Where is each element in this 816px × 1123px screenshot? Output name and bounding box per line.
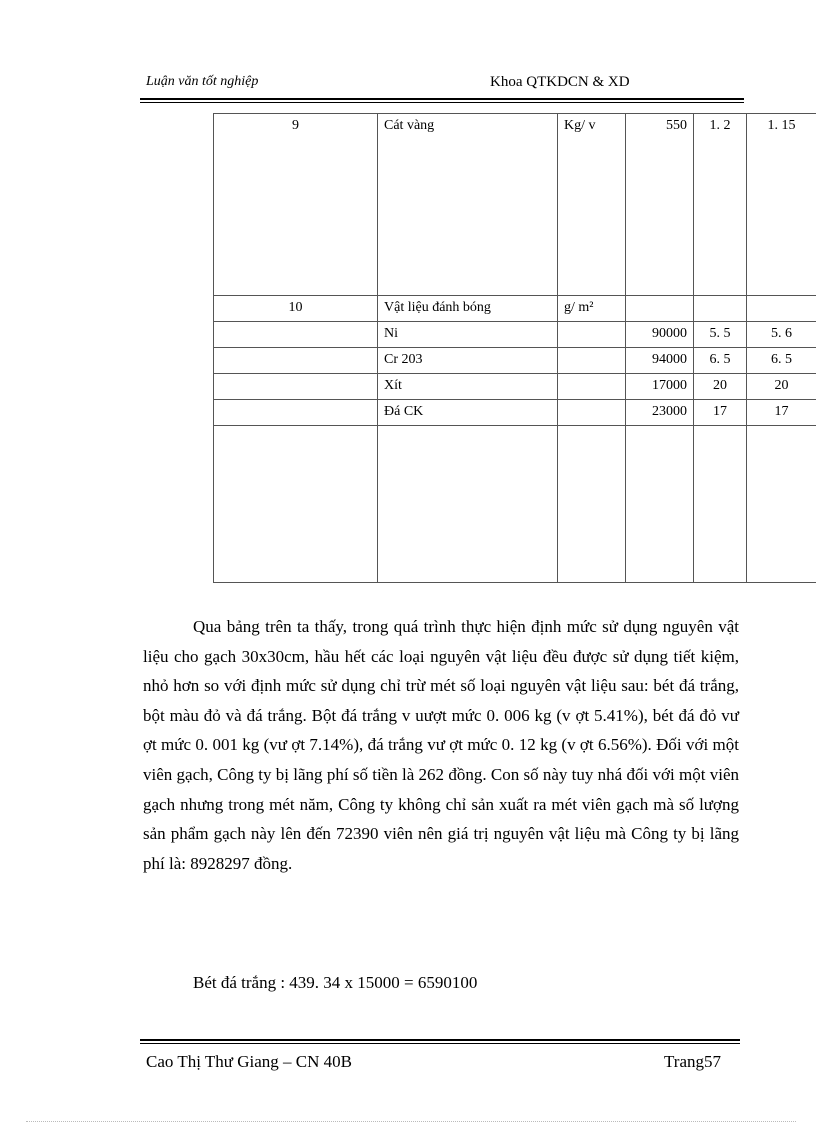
table-cell-unit — [558, 400, 626, 426]
table-cell-norm: 20 — [694, 374, 747, 400]
table-cell-material: Vật liệu đánh bóng — [378, 296, 558, 322]
header-rule — [140, 98, 744, 100]
page-edge-dotted-line — [26, 1121, 796, 1122]
table-cell-actual: 5. 6 — [747, 322, 816, 348]
table-cell-material: Xít — [378, 374, 558, 400]
table-cell-index — [214, 426, 378, 583]
table-row — [214, 400, 816, 426]
calculation-line: Bét đá trắng : 439. 34 x 15000 = 6590100 — [193, 973, 478, 992]
table-cell-norm — [694, 426, 747, 583]
material-norms-table — [213, 113, 816, 583]
table-cell-actual: 20 — [747, 374, 816, 400]
table-cell-unit: Kg/ v — [558, 114, 626, 296]
footer-page-number: Trang57 — [664, 1052, 721, 1071]
table-cell-index: 10 — [214, 296, 378, 322]
table-cell-price: 17000 — [626, 374, 694, 400]
table-cell-price: 23000 — [626, 400, 694, 426]
table-cell-actual: 1. 15 — [747, 114, 816, 296]
table-cell-unit — [558, 348, 626, 374]
table-cell-actual: 6. 5 — [747, 348, 816, 374]
header-rule-thin — [140, 102, 744, 103]
table-cell-price: 94000 — [626, 348, 694, 374]
table-cell-price: 90000 — [626, 322, 694, 348]
table-cell-index — [214, 374, 378, 400]
table-cell-norm: 17 — [694, 400, 747, 426]
table-cell-index: 9 — [214, 114, 378, 296]
table-cell-price — [626, 296, 694, 322]
table-row — [214, 296, 816, 322]
table-cell-price: 550 — [626, 114, 694, 296]
table-cell-norm: 1. 2 — [694, 114, 747, 296]
footer-rule — [140, 1039, 740, 1041]
footer-author: Cao Thị Thư Giang – CN 40B — [146, 1052, 352, 1071]
table-cell-material: Ni — [378, 322, 558, 348]
footer-rule-thin — [140, 1043, 740, 1044]
table-cell-material: Đá CK — [378, 400, 558, 426]
table-cell-material: Cr 203 — [378, 348, 558, 374]
table-cell-unit — [558, 426, 626, 583]
table-cell-index — [214, 400, 378, 426]
table-cell-actual: 17 — [747, 400, 816, 426]
table-cell-price — [626, 426, 694, 583]
table-cell-norm: 6. 5 — [694, 348, 747, 374]
table-cell-material: Cát vàng — [378, 114, 558, 296]
table-cell-norm: 5. 5 — [694, 322, 747, 348]
table-cell-material — [378, 426, 558, 583]
table-row — [214, 322, 816, 348]
table-cell-unit — [558, 322, 626, 348]
table-cell-index — [214, 322, 378, 348]
table-cell-unit — [558, 374, 626, 400]
table-row — [214, 374, 816, 400]
table-row — [214, 114, 816, 296]
table-row — [214, 348, 816, 374]
header-thesis-title: Luận văn tốt nghiệp — [146, 74, 259, 89]
table-cell-index — [214, 348, 378, 374]
table-cell-unit: g/ m² — [558, 296, 626, 322]
table-row — [214, 426, 816, 583]
header-faculty: Khoa QTKDCN & XD — [490, 74, 630, 90]
table-cell-norm — [694, 296, 747, 322]
table-cell-actual — [747, 426, 816, 583]
body-paragraph: Qua bảng trên ta thấy, trong quá trình thực hiện định mức sử dụng nguyên vật liệu cho gạch 30x30cm, hầu hết các loại nguyên vật liệu đều được sử dụng tiết kiệm, nhỏ hơn so với định mức sử dụng chỉ trừ mét số loại nguyên vật liệu sau: bét đá trắng, bột màu đỏ và đá trắng. Bột đá trắng v uượt mức 0. 006 kg (v ợt 5.41%), bét đá đỏ vư ợt mức 0. 001 kg (vư ợt 7.14%), đá trắng vư ợt mức 0. 12 kg (v ợt 6.56%). Đối với một viên gạch, Công ty bị lãng phí số tiền là 262 đồng. Con số này tuy nhá đối với một viên gạch nhưng trong mét năm, Công ty không chỉ sản xuất ra mét viên gạch mà số lượng sản phẩm gạch này lên đến 72390 viên nên giá trị nguyên vật liệu mà Công ty bị lãng phí là: 8928297 đồng. — [143, 617, 739, 873]
table-cell-actual — [747, 296, 816, 322]
